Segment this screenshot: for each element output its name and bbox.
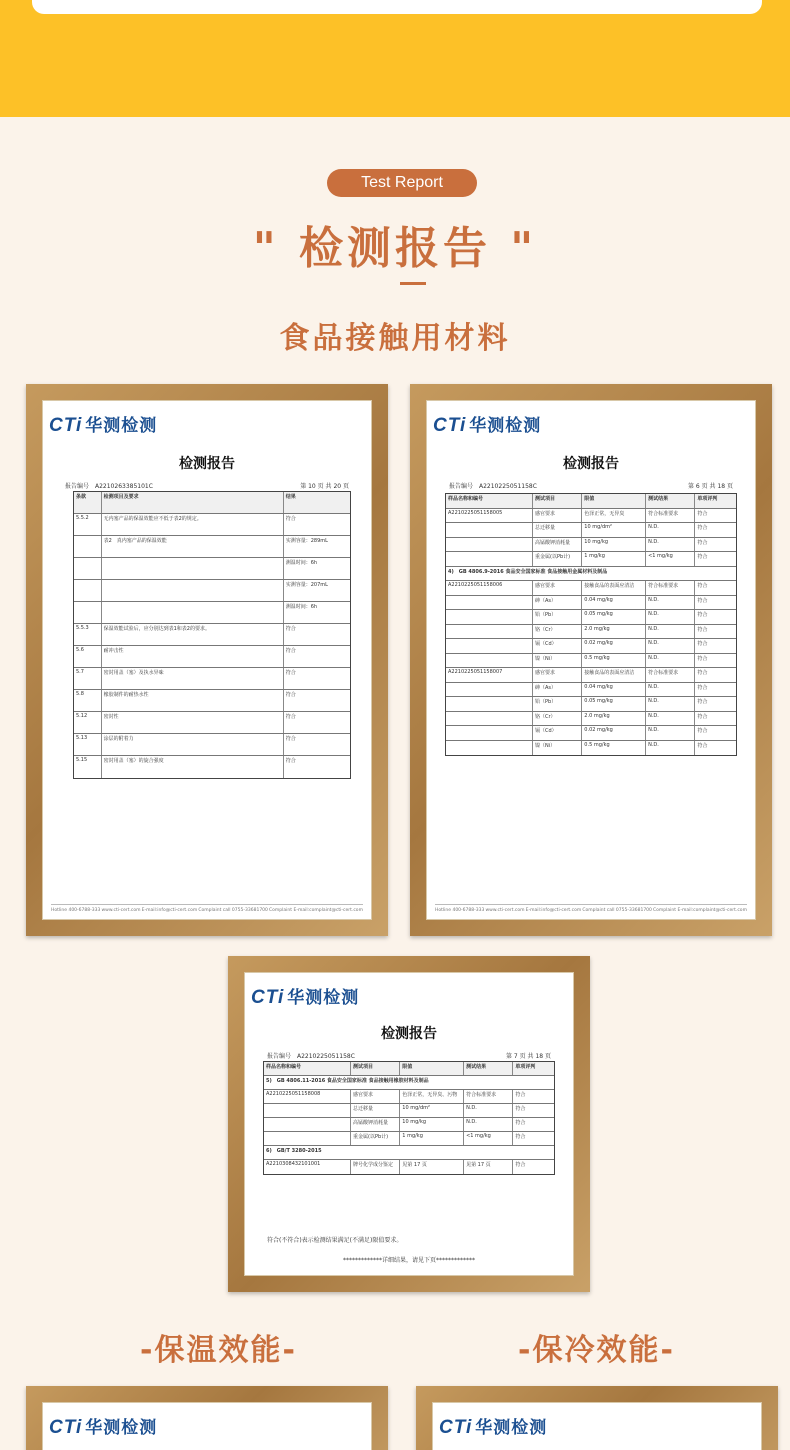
- top-card: [32, 0, 762, 14]
- table-cell: [102, 580, 284, 601]
- cti-logo: CTi 华测检测: [439, 1417, 548, 1438]
- table-cell: 5.5.2: [74, 514, 102, 535]
- table-cell: 符合: [285, 670, 296, 676]
- top-banner: [0, 0, 790, 117]
- table-cell: N.D.: [646, 625, 695, 639]
- table-cell: 保温效能试验后，应分别达到表1和表2的要求。: [102, 624, 284, 645]
- report-end-note: *************详细结果，请见下页*************: [342, 1257, 475, 1264]
- cti-logo: CTi 华测检测: [251, 987, 360, 1008]
- table-cell: 0.02 mg/kg: [582, 639, 646, 653]
- cti-logo: CTi 华测检测: [433, 415, 542, 436]
- table-cell: 镍（Ni）: [533, 741, 582, 756]
- report-meta: 报告编号 A2210263385101C 第 10 页 共 20 页: [65, 483, 349, 490]
- table-cell: A2210225051158006: [446, 581, 533, 595]
- table-cell: 铅（Pb）: [533, 697, 582, 711]
- table-cell: [446, 596, 533, 610]
- table-row: [74, 690, 350, 712]
- table-row: [74, 580, 350, 602]
- table-cell: 高锰酸钾消耗量: [533, 538, 582, 552]
- footer-item: E-mail:info@cti-cert.com: [141, 908, 198, 913]
- table-row: [446, 668, 736, 683]
- report-table: [73, 491, 351, 779]
- report-footer: [51, 904, 363, 913]
- table-cell: N.D.: [646, 596, 695, 610]
- table-cell: 铅（Pb）: [533, 610, 582, 624]
- table-cell: [264, 1118, 351, 1131]
- table-cell: N.D.: [646, 538, 695, 552]
- table-cell: [446, 697, 533, 711]
- table-cell: 10 mg/dm²: [582, 523, 646, 537]
- table-cell: 条款: [74, 492, 102, 513]
- table-row: [446, 610, 736, 625]
- table-row: [264, 1132, 554, 1146]
- table-cell: 符合: [515, 1092, 526, 1098]
- report-page-5: [432, 1402, 762, 1450]
- table-cell: 10 mg/kg: [400, 1118, 464, 1131]
- cti-logo: CTi 华测检测: [49, 1417, 158, 1438]
- table-cell: 镍（Ni）: [533, 654, 582, 668]
- table-row: [74, 602, 350, 624]
- table-row: [74, 734, 350, 756]
- table-cell: [446, 523, 533, 537]
- table-cell: N.D.: [646, 741, 695, 756]
- table-row: [264, 1090, 554, 1104]
- report-title: 检测报告: [381, 1026, 437, 1042]
- table-row: [446, 567, 736, 582]
- table-cell: N.D.: [646, 697, 695, 711]
- table-cell: [446, 726, 533, 740]
- report-title: 检测报告: [179, 456, 235, 472]
- table-cell: 符合: [697, 583, 708, 589]
- table-cell: 符合: [697, 597, 708, 604]
- table-cell: 测试项目: [533, 494, 582, 508]
- table-row: [446, 726, 736, 741]
- table-cell: N.D.: [646, 639, 695, 653]
- report-footer: [435, 904, 747, 913]
- table-cell: 耐冲击性: [102, 646, 284, 667]
- table-cell: 符合: [697, 670, 708, 676]
- table-header-row: [264, 1062, 554, 1076]
- report-page-2: [426, 400, 756, 920]
- footer-item: www.cti-cert.com: [101, 908, 141, 913]
- table-row: [446, 509, 736, 524]
- table-header-row: [446, 494, 736, 509]
- table-cell: 测试结果: [646, 494, 695, 508]
- report-title: 检测报告: [563, 456, 619, 472]
- table-cell: 接触食品的表面应清洁: [582, 668, 646, 682]
- title-divider: [400, 282, 426, 285]
- report-page-3: [244, 972, 574, 1276]
- table-cell: N.D.: [646, 523, 695, 537]
- table-row: [446, 683, 736, 698]
- table-cell: A2210308432101001: [264, 1160, 351, 1174]
- footer-item: Hotline 400-6788-333: [435, 908, 485, 913]
- table-cell: 符合: [697, 684, 708, 691]
- table-row: [74, 756, 350, 778]
- table-cell: 单项评判: [697, 496, 718, 502]
- table-cell: [446, 625, 533, 639]
- table-cell: 测试项目: [351, 1062, 400, 1075]
- table-cell: A2210225051158005: [446, 509, 533, 523]
- table-cell: 符合: [697, 713, 708, 720]
- table-cell: 符合: [285, 648, 296, 654]
- table-row: [74, 514, 350, 536]
- test-report-pill: Test Report: [327, 169, 477, 197]
- table-cell: 4) GB 4806.9-2016 食品安全国家标准 食品接触用金属材料及制品: [448, 568, 608, 575]
- table-row: [74, 646, 350, 668]
- table-row: [74, 558, 350, 580]
- table-cell: 色泽正常，无异臭、污物: [400, 1090, 464, 1103]
- table-cell: 1 mg/kg: [582, 552, 646, 566]
- table-row: [446, 581, 736, 596]
- table-cell: [264, 1104, 351, 1117]
- table-cell: 符合: [697, 655, 708, 662]
- table-row: [74, 624, 350, 646]
- table-cell: 样品名称和编号: [446, 494, 533, 508]
- table-cell: 5.12: [74, 712, 102, 733]
- table-row: [264, 1076, 554, 1090]
- table-row: [446, 523, 736, 538]
- table-cell: [446, 712, 533, 726]
- table-cell: 符合: [285, 714, 296, 720]
- table-cell: N.D.: [646, 726, 695, 740]
- table-cell: [102, 558, 284, 579]
- report-frame-4: [26, 1386, 388, 1450]
- table-cell: 砷（As）: [533, 596, 582, 610]
- table-cell: N.D.: [646, 712, 695, 726]
- table-row: [446, 712, 736, 727]
- table-cell: 0.04 mg/kg: [582, 683, 646, 697]
- table-cell: N.D.: [464, 1104, 513, 1117]
- table-row: [74, 668, 350, 690]
- table-cell: 符合: [697, 525, 708, 531]
- table-cell: 样品名称和编号: [264, 1062, 351, 1075]
- footer-item: Complaint call 0755-33681700: [198, 908, 268, 913]
- table-cell: [446, 741, 533, 756]
- section-heat-retention: -保温效能-: [140, 1333, 297, 1368]
- table-cell: 符合: [515, 1162, 526, 1168]
- table-cell: N.D.: [646, 654, 695, 668]
- table-cell: A2210225051158007: [446, 668, 533, 682]
- table-cell: 铬（Cr）: [533, 625, 582, 639]
- table-row: [264, 1146, 554, 1160]
- footer-item: E-mail:info@cti-cert.com: [525, 908, 582, 913]
- table-cell: [74, 580, 102, 601]
- table-cell: [446, 654, 533, 668]
- report-page-1: [42, 400, 372, 920]
- table-cell: 5.6: [74, 646, 102, 667]
- table-cell: 符合: [697, 626, 708, 633]
- table-cell: 牌号化学成分鉴定: [351, 1160, 400, 1174]
- table-row: [446, 552, 736, 567]
- table-cell: 10 mg/dm²: [400, 1104, 464, 1117]
- table-cell: 0.5 mg/kg: [582, 741, 646, 756]
- table-cell: 密封性: [102, 712, 284, 733]
- table-cell: 0.04 mg/kg: [582, 596, 646, 610]
- table-cell: 符合: [285, 626, 296, 632]
- table-cell: 符合: [697, 742, 708, 749]
- table-cell: 0.05 mg/kg: [582, 697, 646, 711]
- table-cell: 符合: [515, 1120, 526, 1126]
- page-title: " 检测报告 ": [252, 223, 538, 274]
- table-cell: 2.0 mg/kg: [582, 625, 646, 639]
- table-cell: 符合标准要求: [646, 668, 695, 682]
- table-cell: 限值: [582, 494, 646, 508]
- table-cell: 密封用盖（塞）及执水异味: [102, 668, 284, 689]
- table-cell: 涂层的附着力: [102, 734, 284, 755]
- table-cell: 密封用盖（塞）的旋合强度: [102, 756, 284, 778]
- report-frame-1: [26, 384, 388, 936]
- table-cell: [264, 1132, 351, 1145]
- table-cell: 符合: [515, 1106, 526, 1112]
- table-cell: 符合: [515, 1134, 526, 1140]
- report-meta: 报告编号 A2210225051158C 第 6 页 共 18 页: [449, 483, 733, 490]
- table-cell: 重金属(以Pb计): [351, 1132, 400, 1145]
- table-cell: [74, 602, 102, 623]
- table-cell: 感官要求: [533, 509, 582, 523]
- table-cell: 检测项目及要求: [102, 492, 284, 513]
- footer-item: Complaint call 0755-33681700: [582, 908, 652, 913]
- table-cell: 符合: [697, 612, 708, 618]
- table-cell: 符合: [285, 758, 296, 764]
- table-row: [446, 538, 736, 553]
- table-cell: 砷（As）: [533, 683, 582, 697]
- table-row: [446, 654, 736, 669]
- table-cell: [446, 538, 533, 552]
- report-meta: 报告编号 A2210225051158C 第 7 页 共 18 页: [267, 1053, 551, 1060]
- table-cell: A2210225051158008: [264, 1090, 351, 1103]
- table-cell: 见第 17 页: [464, 1160, 513, 1174]
- table-cell: 0.02 mg/kg: [582, 726, 646, 740]
- table-cell: 符合: [697, 699, 708, 705]
- table-row: [446, 596, 736, 611]
- report-table: [445, 493, 737, 756]
- table-cell: [446, 683, 533, 697]
- table-cell: 总迁移量: [533, 523, 582, 537]
- table-cell: 符合: [697, 728, 708, 734]
- table-cell: 总迁移量: [351, 1104, 400, 1117]
- report-frame-3: [228, 956, 590, 1292]
- table-cell: 实测容量：207mL: [285, 582, 328, 588]
- table-cell: 实测容量：289mL: [285, 538, 328, 544]
- report-frame-5: [416, 1386, 778, 1450]
- table-cell: 5.8: [74, 690, 102, 711]
- table-cell: 6) GB/T 3280-2015: [266, 1148, 322, 1154]
- table-header-row: [74, 492, 350, 514]
- table-cell: 符合: [697, 554, 708, 560]
- table-cell: [102, 602, 284, 623]
- table-cell: [446, 639, 533, 653]
- table-row: [446, 625, 736, 640]
- table-cell: 符合: [285, 736, 296, 742]
- report-page-4: [42, 1402, 372, 1450]
- table-cell: <1 mg/kg: [464, 1132, 513, 1145]
- table-cell: 色泽正常，无异臭: [582, 509, 646, 523]
- table-cell: N.D.: [646, 610, 695, 624]
- table-row: [74, 536, 350, 558]
- table-cell: <1 mg/kg: [646, 552, 695, 566]
- table-cell: 橡胶制件的耐热水性: [102, 690, 284, 711]
- table-cell: 无内塞产品的保温效能应不低于表2的规定。: [102, 514, 284, 535]
- table-cell: N.D.: [464, 1118, 513, 1131]
- table-cell: 5.15: [74, 756, 102, 778]
- table-cell: 感官要求: [533, 581, 582, 595]
- table-cell: 5) GB 4806.11-2016 食品安全国家标准 食品接触用橡胶材料及制品: [266, 1078, 429, 1084]
- table-cell: 符合标准要求: [646, 509, 695, 523]
- cti-logo: CTi 华测检测: [49, 415, 158, 436]
- table-cell: 见第 17 页: [400, 1160, 464, 1174]
- table-cell: 符合标准要求: [464, 1090, 513, 1103]
- table-cell: 感官要求: [533, 668, 582, 682]
- table-cell: N.D.: [646, 683, 695, 697]
- table-row: [446, 639, 736, 654]
- table-cell: 0.5 mg/kg: [582, 654, 646, 668]
- table-cell: 限值: [400, 1062, 464, 1075]
- table-cell: 测温时间：6h: [285, 560, 318, 566]
- table-row: [264, 1118, 554, 1132]
- footer-item: Complaint E-mail:complaint@cti-cert.com: [269, 908, 363, 913]
- table-cell: 感官要求: [351, 1090, 400, 1103]
- table-cell: 结果: [285, 494, 296, 500]
- table-cell: 5.7: [74, 668, 102, 689]
- table-cell: 0.05 mg/kg: [582, 610, 646, 624]
- report-note: 符合(不符合)表示检测结果满足(不满足)限值要求。: [267, 1237, 403, 1244]
- table-cell: 重金属(以Pb计): [533, 552, 582, 566]
- table-cell: 符合: [285, 692, 296, 698]
- page-subtitle: 食品接触用材料: [279, 321, 511, 356]
- table-row: [264, 1104, 554, 1118]
- table-cell: [446, 552, 533, 566]
- table-cell: 镉（Cd）: [533, 639, 582, 653]
- table-row: [74, 712, 350, 734]
- footer-item: Hotline 400-6788-333: [51, 908, 101, 913]
- table-row: [446, 697, 736, 712]
- table-cell: 测温时间：6h: [285, 604, 318, 610]
- table-cell: 镉（Cd）: [533, 726, 582, 740]
- table-row: [446, 741, 736, 756]
- table-cell: [446, 610, 533, 624]
- section-cold-retention: -保冷效能-: [518, 1333, 675, 1368]
- table-cell: 符合: [285, 516, 296, 522]
- table-cell: 接触食品的表面应清洁: [582, 581, 646, 595]
- table-cell: [74, 558, 102, 579]
- footer-item: Complaint E-mail:complaint@cti-cert.com: [653, 908, 747, 913]
- table-cell: 符合: [697, 510, 708, 517]
- table-cell: 10 mg/kg: [582, 538, 646, 552]
- table-row: [264, 1160, 554, 1174]
- table-cell: 1 mg/kg: [400, 1132, 464, 1145]
- report-table: [263, 1061, 555, 1175]
- table-cell: 符合: [697, 641, 708, 647]
- table-cell: 5.13: [74, 734, 102, 755]
- table-cell: 表2 真内塞产品的保温效能: [102, 536, 284, 557]
- footer-item: www.cti-cert.com: [485, 908, 525, 913]
- table-cell: [74, 536, 102, 557]
- table-cell: 单项评判: [515, 1064, 536, 1070]
- table-cell: 铬（Cr）: [533, 712, 582, 726]
- table-cell: 高锰酸钾消耗量: [351, 1118, 400, 1131]
- table-cell: 符合标准要求: [646, 581, 695, 595]
- table-cell: 2.0 mg/kg: [582, 712, 646, 726]
- table-cell: 符合: [697, 539, 708, 546]
- table-cell: 测试结果: [464, 1062, 513, 1075]
- report-frame-2: [410, 384, 772, 936]
- table-cell: 5.5.3: [74, 624, 102, 645]
